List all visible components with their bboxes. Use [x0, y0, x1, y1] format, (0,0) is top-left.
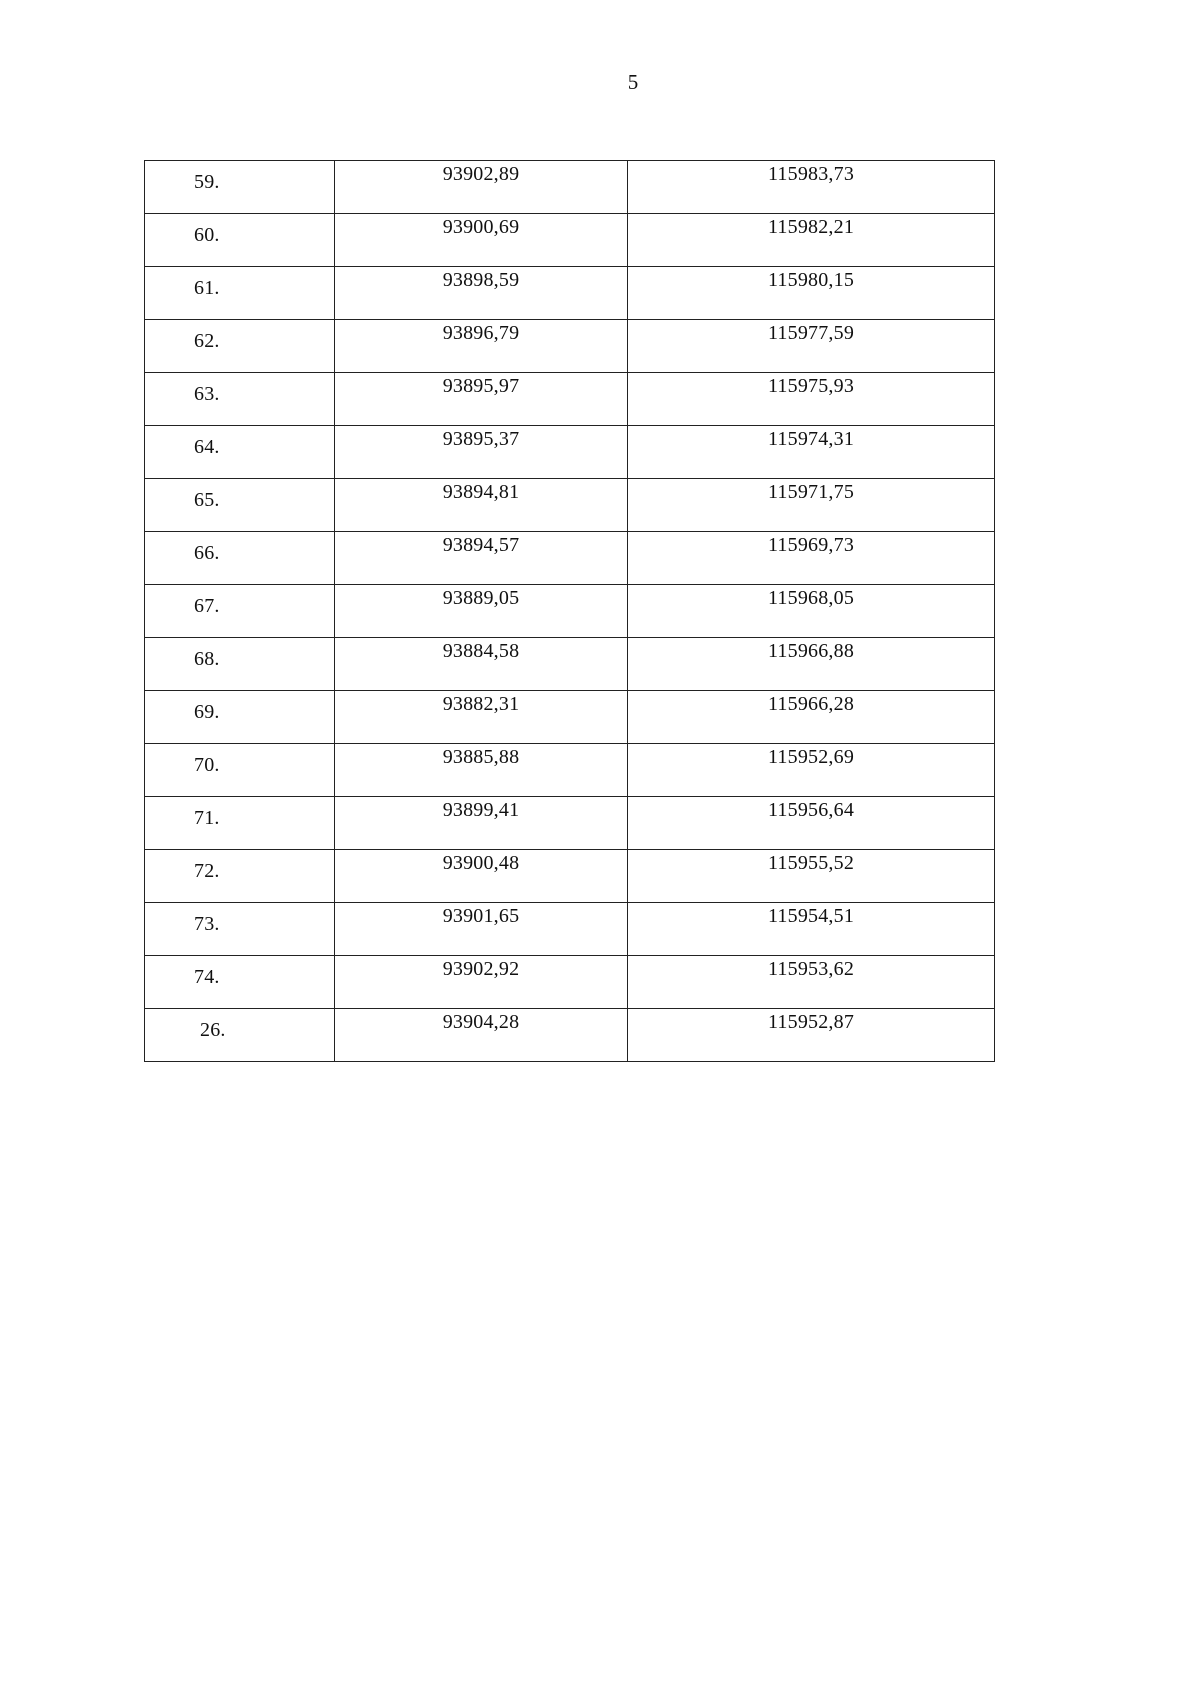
y-coordinate-cell: 115955,52 [628, 850, 995, 903]
table-row [145, 744, 995, 797]
x-coordinate-cell: 93882,31 [335, 691, 628, 744]
y-coordinate-cell: 115980,15 [628, 267, 995, 320]
table-row [145, 638, 995, 691]
point-number-cell: 65. [145, 479, 335, 532]
y-coordinate-cell: 115975,93 [628, 373, 995, 426]
point-number-cell: 72. [145, 850, 335, 903]
point-number-cell: 63. [145, 373, 335, 426]
page-number: 5 [627, 70, 639, 94]
y-coordinate-cell: 115974,31 [628, 426, 995, 479]
x-coordinate-cell: 93900,48 [335, 850, 628, 903]
x-coordinate-cell: 93899,41 [335, 797, 628, 850]
point-number-cell: 62. [145, 320, 335, 373]
y-coordinate-cell: 115968,05 [628, 585, 995, 638]
x-coordinate-cell: 93900,69 [335, 214, 628, 267]
x-coordinate-cell: 93902,89 [335, 161, 628, 214]
x-coordinate-cell: 93894,57 [335, 532, 628, 585]
point-number-cell: 69. [145, 691, 335, 744]
coordinates-table [144, 160, 995, 1062]
x-coordinate-cell: 93902,92 [335, 956, 628, 1009]
y-coordinate-cell: 115977,59 [628, 320, 995, 373]
point-number-cell: 74. [145, 956, 335, 1009]
table-row [145, 903, 995, 956]
table-row [145, 373, 995, 426]
y-coordinate-cell: 115952,87 [628, 1009, 995, 1062]
point-number-cell: 71. [145, 797, 335, 850]
table-row [145, 320, 995, 373]
table-row [145, 691, 995, 744]
y-coordinate-cell: 115954,51 [628, 903, 995, 956]
y-coordinate-cell: 115953,62 [628, 956, 995, 1009]
table-row [145, 161, 995, 214]
table-row [145, 585, 995, 638]
table-row [145, 850, 995, 903]
y-coordinate-cell: 115952,69 [628, 744, 995, 797]
x-coordinate-cell: 93895,37 [335, 426, 628, 479]
x-coordinate-cell: 93896,79 [335, 320, 628, 373]
point-number-cell: 26. [145, 1009, 335, 1062]
x-coordinate-cell: 93904,28 [335, 1009, 628, 1062]
x-coordinate-cell: 93898,59 [335, 267, 628, 320]
y-coordinate-cell: 115982,21 [628, 214, 995, 267]
point-number-cell: 73. [145, 903, 335, 956]
table-row [145, 956, 995, 1009]
x-coordinate-cell: 93895,97 [335, 373, 628, 426]
point-number-cell: 59. [145, 161, 335, 214]
point-number-cell: 64. [145, 426, 335, 479]
y-coordinate-cell: 115966,88 [628, 638, 995, 691]
point-number-cell: 68. [145, 638, 335, 691]
x-coordinate-cell: 93885,88 [335, 744, 628, 797]
point-number-cell: 67. [145, 585, 335, 638]
point-number-cell: 70. [145, 744, 335, 797]
point-number-cell: 66. [145, 532, 335, 585]
table-row [145, 1009, 995, 1062]
x-coordinate-cell: 93889,05 [335, 585, 628, 638]
table-row [145, 797, 995, 850]
x-coordinate-cell: 93894,81 [335, 479, 628, 532]
table-row [145, 426, 995, 479]
y-coordinate-cell: 115966,28 [628, 691, 995, 744]
table-row [145, 532, 995, 585]
point-number-cell: 60. [145, 214, 335, 267]
y-coordinate-cell: 115969,73 [628, 532, 995, 585]
y-coordinate-cell: 115971,75 [628, 479, 995, 532]
point-number-cell: 61. [145, 267, 335, 320]
x-coordinate-cell: 93901,65 [335, 903, 628, 956]
x-coordinate-cell: 93884,58 [335, 638, 628, 691]
table-row [145, 267, 995, 320]
table-row [145, 214, 995, 267]
table-row [145, 479, 995, 532]
y-coordinate-cell: 115956,64 [628, 797, 995, 850]
y-coordinate-cell: 115983,73 [628, 161, 995, 214]
